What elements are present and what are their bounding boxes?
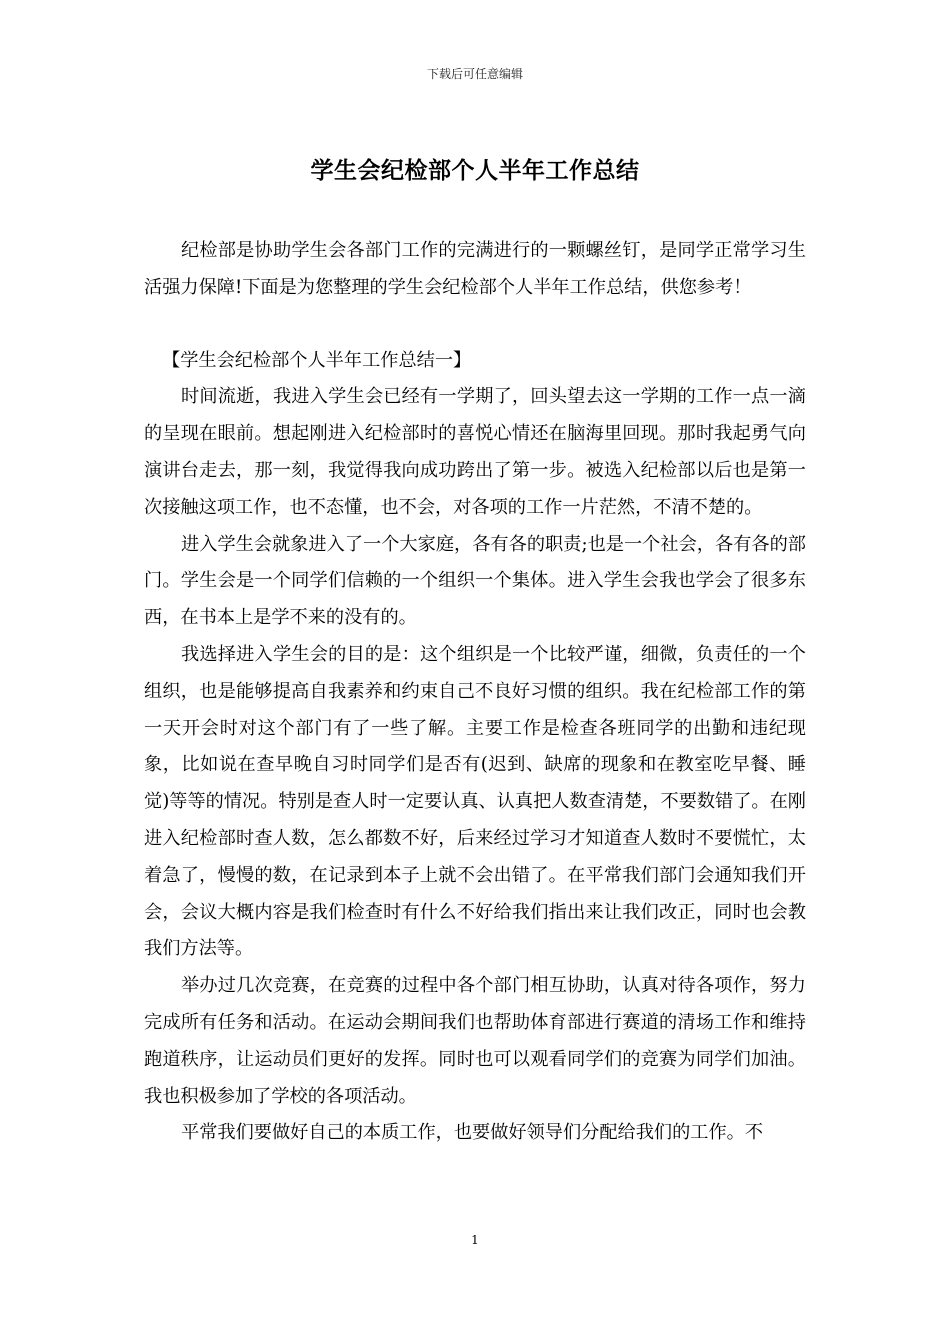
intro-paragraph: 纪检部是协助学生会各部门工作的完满进行的一颗螺丝钉，是同学正常学习生活强力保障!下面是为您整理的学生会纪检部个人半年工作总结，供您参考！ [144, 240, 806, 298]
body-paragraph-4: 举办过几次竞赛，在竞赛的过程中各个部门相互协助，认真对待各项作，努力完成所有任务和活动。在运动会期间我们也帮助体育部进行赛道的清场工作和维持跑道秩序，让运动员们更好的发挥。同时也可以观看同学们的竞赛为同学们加油。我也积极参加了学校的各项活动。 [144, 975, 806, 1107]
body-paragraph-3: 我选择进入学生会的目的是：这个组织是一个比较严谨，细微，负责任的一个组织，也是能够提高自我素养和约束自己不良好习惯的组织。我在纪检部工作的第一天开会时对这个部门有了一些了解。主要工作是检查各班同学的出勤和违纪现象，比如说在查早晚自习时同学们是否有(迟到、缺席的现象和在教室吃早餐、睡觉)等等的情况。特别是查人时一定要认真、认真把人数查清楚，不要数错了。在刚进入纪检部时查人数，怎么都数不好，后来经过学习才知道查人数时不要慌忙，太着急了，慢慢的数，在记录到本子上就不会出错了。在平常我们部门会通知我们开会，会议大概内容是我们检查时有什么不好给我们指出来让我们改正，同时也会教我们方法等。 [144, 643, 806, 960]
body-paragraph-2: 进入学生会就象进入了一个大家庭，各有各的职责;也是一个社会，各有各的部门。学生会是一个同学们信赖的一个组织一个集体。进入学生会我也学会了很多东西，在书本上是学不来的没有的。 [144, 533, 806, 629]
body-paragraph-5: 平常我们要做好自己的本质工作，也要做好领导们分配给我们的工作。不 [181, 1122, 764, 1144]
section-heading: 【学生会纪检部个人半年工作总结一】 [162, 349, 472, 371]
body-paragraph-1: 时间流逝，我进入学生会已经有一学期了，回头望去这一学期的工作一点一滴的呈现在眼前。想起刚进入纪检部时的喜悦心情还在脑海里回现。那时我起勇气向演讲台走去，那一刻，我觉得我向成功跨出了第一步。被选入纪检部以后也是第一次接触这项工作，也不态懂，也不会，对各项的工作一片茫然，不清不楚的。 [144, 386, 806, 518]
document-title: 学生会纪检部个人半年工作总结 [310, 157, 640, 184]
page-header: 下载后可任意编辑 [426, 67, 523, 81]
document-body [144, 233, 806, 1152]
page-number: 1 [471, 1233, 479, 1247]
